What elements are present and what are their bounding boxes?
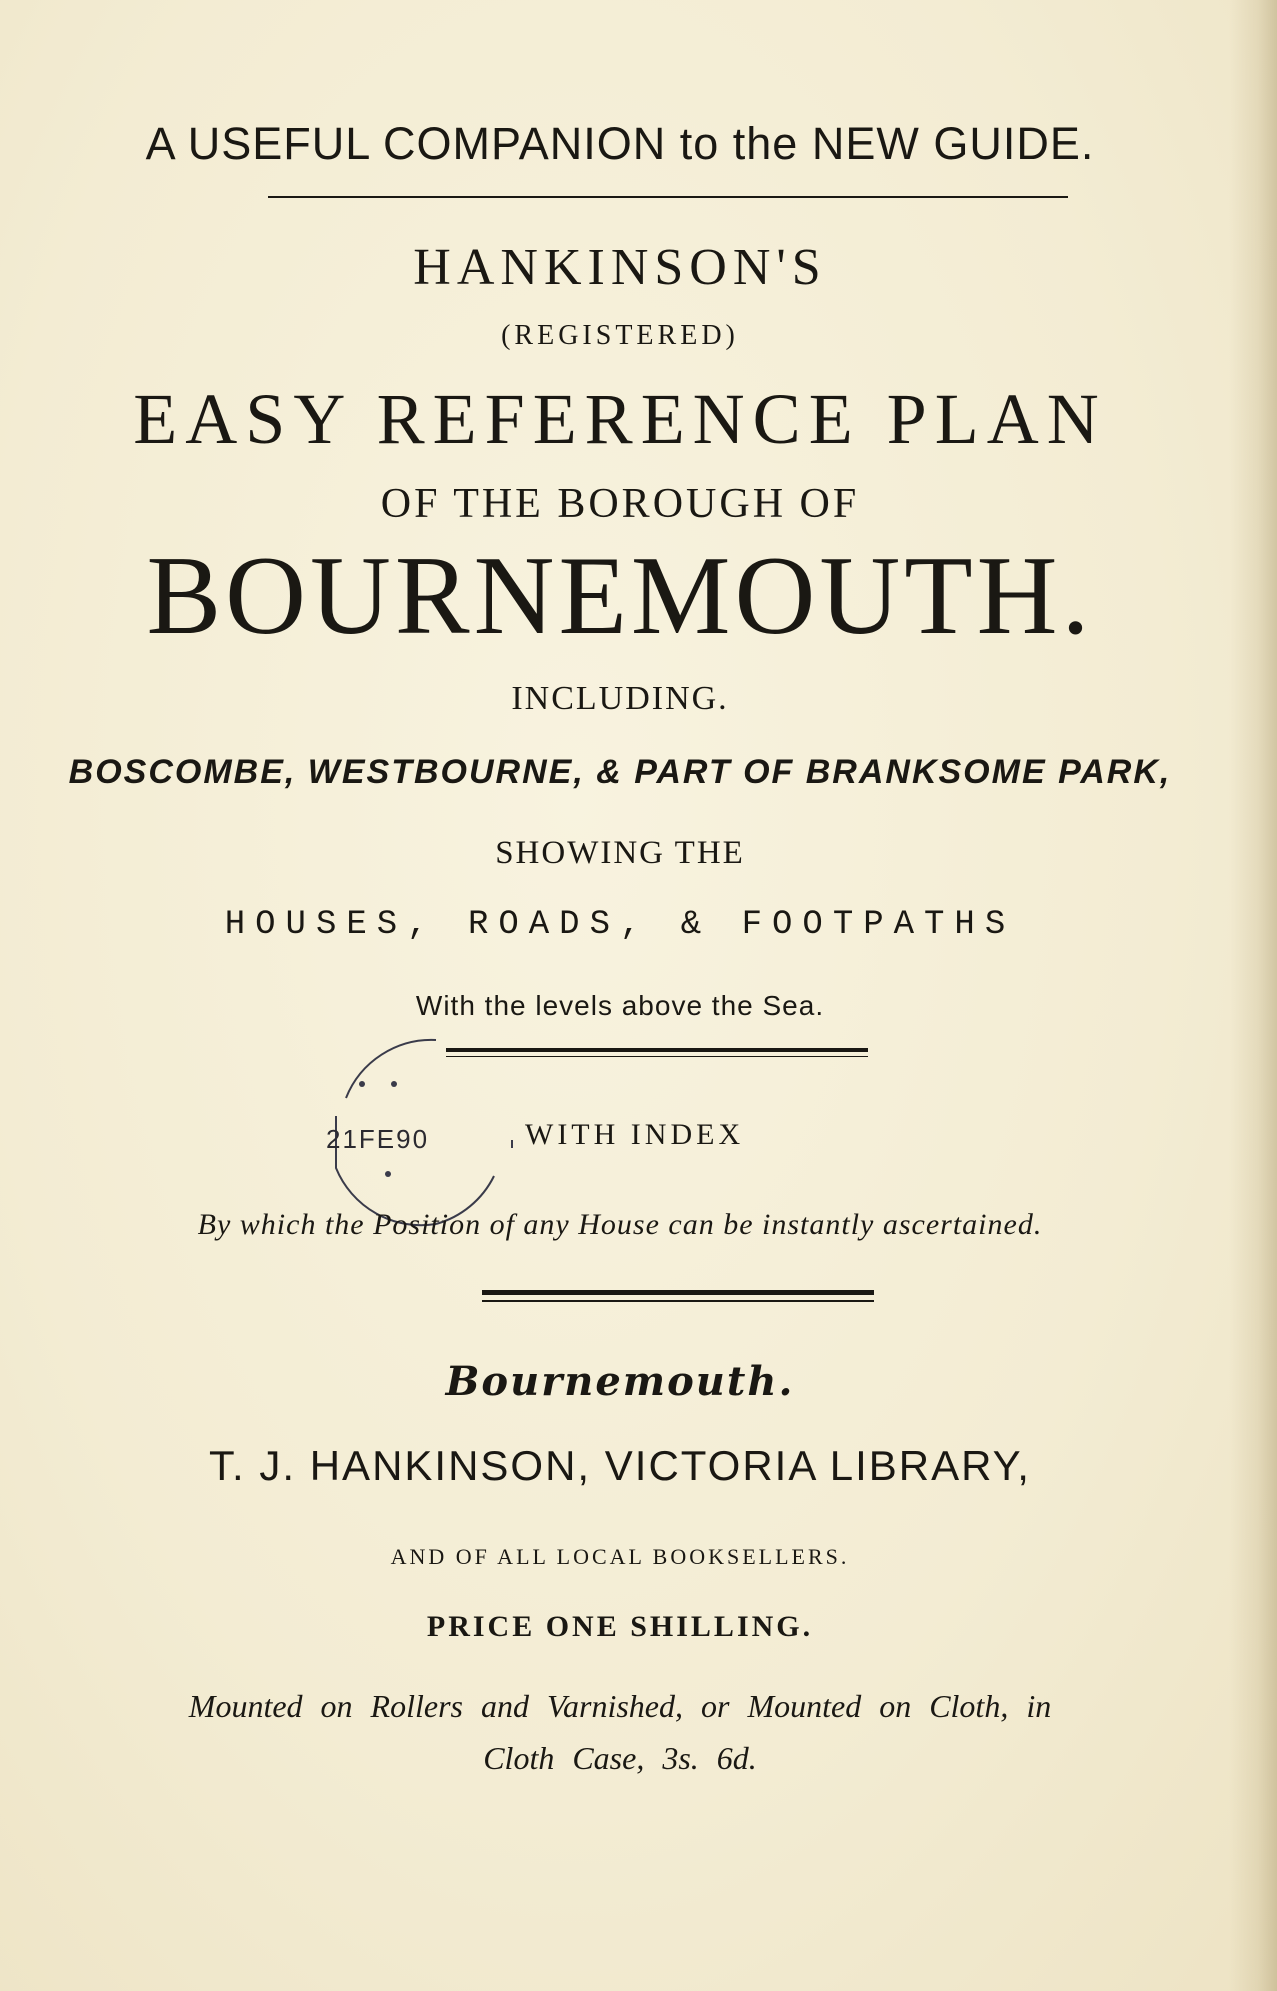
publisher-line: T. J. HANKINSON, VICTORIA LIBRARY, xyxy=(209,1442,1031,1489)
index-label: WITH INDEX xyxy=(525,1118,745,1151)
borough-label: OF THE BOROUGH OF xyxy=(380,481,860,527)
mid-rule-thick xyxy=(482,1290,874,1295)
publisher-name-title: HANKINSON'S xyxy=(413,239,827,296)
booksellers-line: AND OF ALL LOCAL BOOKSELLERS. xyxy=(390,1544,850,1569)
levels-line: With the levels above the Sea. xyxy=(415,990,825,1021)
position-note: By which the Position of any House can be instantly ascertained. xyxy=(197,1208,1043,1241)
stamp-date: 21FE90 xyxy=(326,1124,430,1154)
town-title: BOURNEMOUTH. xyxy=(146,534,1094,658)
including-label: INCLUDING. xyxy=(511,680,729,717)
mounting-note-line-1: Mounted on Rollers and Varnished, or Mounted on Cloth, in xyxy=(188,1688,1052,1724)
place-blackletter: Bournemouth. xyxy=(445,1358,795,1405)
main-title: EASY REFERENCE PLAN xyxy=(133,379,1107,459)
districts-line: BOSCOMBE, WESTBOURNE, & PART OF BRANKSOME PARK, xyxy=(68,753,1172,791)
registered-label: (REGISTERED) xyxy=(501,320,739,351)
mid-rule-thin xyxy=(482,1300,874,1302)
companion-heading: A USEFUL COMPANION to the NEW GUIDE. xyxy=(145,118,1095,169)
price-line: PRICE ONE SHILLING. xyxy=(426,1610,814,1643)
mounting-note-line-2: Cloth Case, 3s. 6d. xyxy=(483,1740,757,1776)
top-rule xyxy=(268,196,1068,198)
showing-label: SHOWING THE xyxy=(495,835,745,871)
features-line: HOUSES, ROADS, & FOOTPATHS xyxy=(224,906,1016,944)
